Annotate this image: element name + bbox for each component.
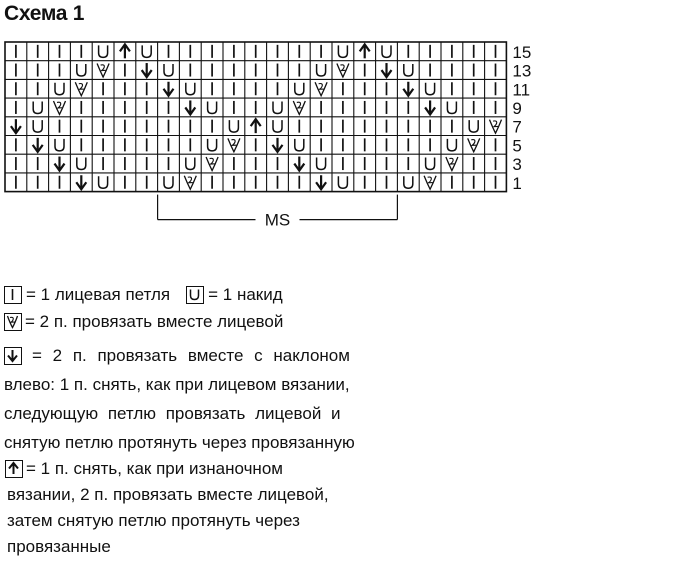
yarn-over-mark <box>99 45 108 57</box>
repeat-label: MS <box>264 210 291 230</box>
row-number: 3 <box>512 155 522 175</box>
yarn-over-mark <box>142 45 151 57</box>
k2tog-inner-mark <box>449 158 454 164</box>
k2tog-inner-mark <box>188 177 193 183</box>
k2tog-inner-mark <box>471 140 476 146</box>
k2tog-inner-mark <box>297 102 302 108</box>
legend-k2tog-text: = 2 п. провязать вместе лицевой <box>25 312 284 331</box>
yarn-over-mark <box>55 139 64 151</box>
row-number: 11 <box>512 80 531 100</box>
yarn-over-mark <box>33 120 42 132</box>
row-number: 7 <box>512 117 522 137</box>
yarn-over-mark <box>426 158 435 170</box>
yarn-over-mark <box>164 64 173 76</box>
ssk-left-decrease-icon <box>4 347 22 365</box>
yarn-over-mark <box>382 45 391 57</box>
legend-ssk-line-2: влево: 1 п. снять, как при лицевом вязании, <box>4 375 350 394</box>
k2tog-inner-mark <box>101 65 106 71</box>
yarn-over-mark <box>55 83 64 95</box>
chart-title: Схема 1 <box>4 2 85 25</box>
legend-k2tog <box>4 312 283 332</box>
yarn-over-mark <box>338 45 347 57</box>
yarn-over-mark <box>447 139 456 151</box>
row-number: 13 <box>512 61 532 81</box>
legend-dd-line-2: вязании, 2 п. провязать вместе лицевой, <box>7 485 329 504</box>
yarn-over-mark <box>229 120 238 132</box>
yarn-over-mark <box>295 83 304 95</box>
yarn-over-mark <box>99 176 108 188</box>
legend-double-decrease <box>5 456 329 560</box>
yarn-over-mark <box>295 139 304 151</box>
legend-ssk-line-1: = 2 п. провязать вместе с наклоном <box>32 346 350 365</box>
k2tog-icon <box>4 313 22 331</box>
yarn-over-mark <box>77 64 86 76</box>
yarn-over-mark <box>77 158 86 170</box>
yarn-over-mark <box>317 158 326 170</box>
yarn-over-mark <box>338 176 347 188</box>
knit-stitch-icon <box>4 286 22 304</box>
yarn-over-mark <box>208 101 217 113</box>
k2tog-inner-mark <box>493 121 498 127</box>
yarn-over-icon <box>186 286 204 304</box>
yarn-over-mark <box>273 101 282 113</box>
row-number: 1 <box>512 173 522 193</box>
k2tog-inner-mark <box>340 65 345 71</box>
yarn-over-mark <box>426 83 435 95</box>
k2tog-inner-mark <box>79 83 84 89</box>
legend-ssk-line-4: снятую петлю протянуть через провязанную <box>4 433 355 452</box>
yarn-over-mark <box>404 64 413 76</box>
yarn-over-mark <box>186 83 195 95</box>
row-number: 5 <box>512 136 522 156</box>
legend-dd-line-4: провязанные <box>7 537 111 556</box>
yarn-over-mark <box>208 139 217 151</box>
legend-ssk-line-3: следующую петлю провязать лицевой и <box>4 404 341 423</box>
k2tog-inner-mark <box>231 140 236 146</box>
yarn-over-mark <box>186 158 195 170</box>
legend-ssk <box>4 341 355 457</box>
k2tog-inner-mark <box>210 158 215 164</box>
row-number: 15 <box>512 42 532 62</box>
legend-knit-text: = 1 лицевая петля <box>26 285 171 304</box>
yarn-over-mark <box>317 64 326 76</box>
yarn-over-mark <box>469 120 478 132</box>
yarn-over-mark <box>33 101 42 113</box>
row-number: 9 <box>512 98 522 118</box>
k2tog-inner-mark <box>319 83 324 89</box>
yarn-over-mark <box>164 176 173 188</box>
yarn-over-mark <box>273 120 282 132</box>
yarn-over-mark <box>404 176 413 188</box>
legend-dd-line-1: = 1 п. снять, как при изнаночном <box>26 459 283 478</box>
legend-dd-line-3: затем снятую петлю протянуть через <box>7 511 300 530</box>
legend-yo-text: = 1 накид <box>208 285 283 304</box>
k2tog-inner-mark <box>428 177 433 183</box>
double-decrease-icon <box>5 460 23 478</box>
legend-knit-yo <box>4 285 283 305</box>
k2tog-inner-mark <box>57 102 62 108</box>
yarn-over-mark <box>447 101 456 113</box>
